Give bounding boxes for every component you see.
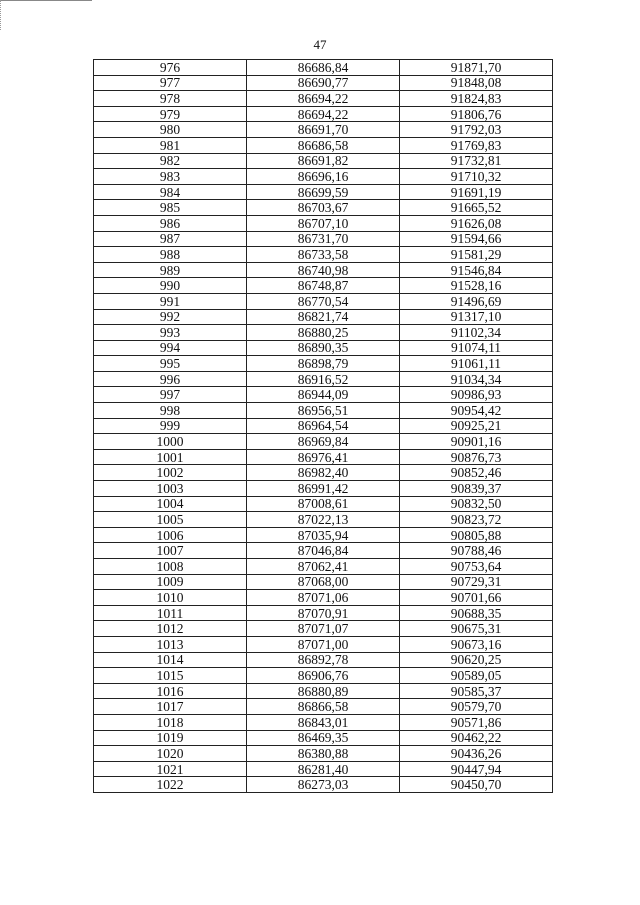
x-coordinate-cell: 86969,84 [247, 434, 400, 450]
x-coordinate-cell: 86707,10 [247, 215, 400, 231]
table-row [94, 574, 553, 590]
x-coordinate-cell: 86944,09 [247, 387, 400, 403]
point-number-cell: 976 [94, 60, 247, 76]
point-number-cell: 1019 [94, 730, 247, 746]
y-coordinate-cell: 91769,83 [400, 137, 553, 153]
x-coordinate-cell: 86843,01 [247, 714, 400, 730]
x-coordinate-cell: 86770,54 [247, 293, 400, 309]
x-coordinate-cell: 86906,76 [247, 668, 400, 684]
y-coordinate-cell: 90450,70 [400, 777, 553, 793]
point-number-cell: 1000 [94, 434, 247, 450]
table-row [94, 91, 553, 107]
x-coordinate-cell: 86892,78 [247, 652, 400, 668]
x-coordinate-cell: 86866,58 [247, 699, 400, 715]
y-coordinate-cell: 91626,08 [400, 215, 553, 231]
point-number-cell: 1006 [94, 527, 247, 543]
table-row [94, 543, 553, 559]
x-coordinate-cell: 87071,07 [247, 621, 400, 637]
point-number-cell: 988 [94, 247, 247, 263]
point-number-cell: 1017 [94, 699, 247, 715]
y-coordinate-cell: 90462,22 [400, 730, 553, 746]
point-number-cell: 995 [94, 356, 247, 372]
table-row [94, 465, 553, 481]
x-coordinate-cell: 86691,82 [247, 153, 400, 169]
y-coordinate-cell: 91665,52 [400, 200, 553, 216]
y-coordinate-cell: 90571,86 [400, 714, 553, 730]
x-coordinate-cell: 87070,91 [247, 605, 400, 621]
point-number-cell: 1008 [94, 559, 247, 575]
y-coordinate-cell: 91034,34 [400, 371, 553, 387]
y-coordinate-cell: 90823,72 [400, 512, 553, 528]
table-row [94, 325, 553, 341]
table-row [94, 730, 553, 746]
table-row [94, 668, 553, 684]
table-row [94, 293, 553, 309]
point-number-cell: 978 [94, 91, 247, 107]
point-number-cell: 981 [94, 137, 247, 153]
y-coordinate-cell: 90832,50 [400, 496, 553, 512]
table-row [94, 340, 553, 356]
x-coordinate-cell: 87035,94 [247, 527, 400, 543]
y-coordinate-cell: 91496,69 [400, 293, 553, 309]
y-coordinate-cell: 90579,70 [400, 699, 553, 715]
point-number-cell: 1013 [94, 636, 247, 652]
point-number-cell: 979 [94, 106, 247, 122]
x-coordinate-cell: 86703,67 [247, 200, 400, 216]
point-number-cell: 1007 [94, 543, 247, 559]
y-coordinate-cell: 91546,84 [400, 262, 553, 278]
table-row [94, 418, 553, 434]
point-number-cell: 984 [94, 184, 247, 200]
table-row [94, 262, 553, 278]
x-coordinate-cell: 86748,87 [247, 278, 400, 294]
y-coordinate-cell: 90876,73 [400, 449, 553, 465]
point-number-cell: 1022 [94, 777, 247, 793]
table-row [94, 777, 553, 793]
x-coordinate-cell: 86898,79 [247, 356, 400, 372]
y-coordinate-cell: 90729,31 [400, 574, 553, 590]
x-coordinate-cell: 87062,41 [247, 559, 400, 575]
table-row [94, 137, 553, 153]
x-coordinate-cell: 87068,00 [247, 574, 400, 590]
table-row [94, 215, 553, 231]
point-number-cell: 1016 [94, 683, 247, 699]
y-coordinate-cell: 90753,64 [400, 559, 553, 575]
point-number-cell: 989 [94, 262, 247, 278]
table-row [94, 559, 553, 575]
x-coordinate-cell: 87071,06 [247, 590, 400, 606]
corner-rule [0, 0, 92, 3]
x-coordinate-cell: 86956,51 [247, 403, 400, 419]
table-row [94, 496, 553, 512]
point-number-cell: 1009 [94, 574, 247, 590]
corner-dotted-mark [0, 0, 2, 30]
table-row [94, 60, 553, 76]
y-coordinate-cell: 90620,25 [400, 652, 553, 668]
x-coordinate-cell: 86696,16 [247, 169, 400, 185]
table-row [94, 184, 553, 200]
point-number-cell: 1011 [94, 605, 247, 621]
point-number-cell: 977 [94, 75, 247, 91]
x-coordinate-cell: 86733,58 [247, 247, 400, 263]
point-number-cell: 1015 [94, 668, 247, 684]
point-number-cell: 1003 [94, 481, 247, 497]
x-coordinate-cell: 86982,40 [247, 465, 400, 481]
x-coordinate-cell: 86916,52 [247, 371, 400, 387]
table-row [94, 761, 553, 777]
point-number-cell: 990 [94, 278, 247, 294]
x-coordinate-cell: 86976,41 [247, 449, 400, 465]
point-number-cell: 1010 [94, 590, 247, 606]
table-row [94, 371, 553, 387]
y-coordinate-cell: 91732,81 [400, 153, 553, 169]
y-coordinate-cell: 91317,10 [400, 309, 553, 325]
y-coordinate-cell: 90688,35 [400, 605, 553, 621]
y-coordinate-cell: 91581,29 [400, 247, 553, 263]
x-coordinate-cell: 86991,42 [247, 481, 400, 497]
coordinates-table-body [94, 60, 553, 793]
y-coordinate-cell: 90675,31 [400, 621, 553, 637]
y-coordinate-cell: 91528,16 [400, 278, 553, 294]
table-row [94, 512, 553, 528]
x-coordinate-cell: 86699,59 [247, 184, 400, 200]
y-coordinate-cell: 90805,88 [400, 527, 553, 543]
x-coordinate-cell: 86691,70 [247, 122, 400, 138]
y-coordinate-cell: 90673,16 [400, 636, 553, 652]
y-coordinate-cell: 90954,42 [400, 403, 553, 419]
table-row [94, 481, 553, 497]
y-coordinate-cell: 91074,11 [400, 340, 553, 356]
point-number-cell: 985 [94, 200, 247, 216]
point-number-cell: 997 [94, 387, 247, 403]
y-coordinate-cell: 91691,19 [400, 184, 553, 200]
point-number-cell: 1012 [94, 621, 247, 637]
point-number-cell: 1004 [94, 496, 247, 512]
table-row [94, 122, 553, 138]
y-coordinate-cell: 90852,46 [400, 465, 553, 481]
table-row [94, 356, 553, 372]
x-coordinate-cell: 86880,25 [247, 325, 400, 341]
x-coordinate-cell: 86686,58 [247, 137, 400, 153]
x-coordinate-cell: 86469,35 [247, 730, 400, 746]
x-coordinate-cell: 86281,40 [247, 761, 400, 777]
point-number-cell: 1005 [94, 512, 247, 528]
table-row [94, 621, 553, 637]
x-coordinate-cell: 86890,35 [247, 340, 400, 356]
x-coordinate-cell: 87046,84 [247, 543, 400, 559]
y-coordinate-cell: 91594,66 [400, 231, 553, 247]
table-row [94, 200, 553, 216]
table-row [94, 636, 553, 652]
point-number-cell: 980 [94, 122, 247, 138]
x-coordinate-cell: 86690,77 [247, 75, 400, 91]
table-row [94, 605, 553, 621]
point-number-cell: 1014 [94, 652, 247, 668]
point-number-cell: 987 [94, 231, 247, 247]
point-number-cell: 986 [94, 215, 247, 231]
point-number-cell: 992 [94, 309, 247, 325]
table-row [94, 75, 553, 91]
x-coordinate-cell: 86694,22 [247, 106, 400, 122]
x-coordinate-cell: 86380,88 [247, 746, 400, 762]
y-coordinate-cell: 91848,08 [400, 75, 553, 91]
page-number: 47 [313, 37, 327, 52]
y-coordinate-cell: 90436,26 [400, 746, 553, 762]
x-coordinate-cell: 87008,61 [247, 496, 400, 512]
table-row [94, 590, 553, 606]
x-coordinate-cell: 86880,89 [247, 683, 400, 699]
y-coordinate-cell: 91102,34 [400, 325, 553, 341]
x-coordinate-cell: 86821,74 [247, 309, 400, 325]
y-coordinate-cell: 91871,70 [400, 60, 553, 76]
y-coordinate-cell: 90839,37 [400, 481, 553, 497]
table-row [94, 387, 553, 403]
y-coordinate-cell: 90901,16 [400, 434, 553, 450]
point-number-cell: 982 [94, 153, 247, 169]
y-coordinate-cell: 91792,03 [400, 122, 553, 138]
y-coordinate-cell: 91710,32 [400, 169, 553, 185]
table-row [94, 683, 553, 699]
point-number-cell: 999 [94, 418, 247, 434]
point-number-cell: 994 [94, 340, 247, 356]
y-coordinate-cell: 90986,93 [400, 387, 553, 403]
point-number-cell: 996 [94, 371, 247, 387]
y-coordinate-cell: 90925,21 [400, 418, 553, 434]
x-coordinate-cell: 86964,54 [247, 418, 400, 434]
y-coordinate-cell: 90788,46 [400, 543, 553, 559]
y-coordinate-cell: 90585,37 [400, 683, 553, 699]
x-coordinate-cell: 86273,03 [247, 777, 400, 793]
x-coordinate-cell: 86740,98 [247, 262, 400, 278]
table-row [94, 247, 553, 263]
point-number-cell: 1002 [94, 465, 247, 481]
point-number-cell: 1020 [94, 746, 247, 762]
point-number-cell: 983 [94, 169, 247, 185]
point-number-cell: 991 [94, 293, 247, 309]
y-coordinate-cell: 90447,94 [400, 761, 553, 777]
table-row [94, 652, 553, 668]
table-row [94, 403, 553, 419]
x-coordinate-cell: 86694,22 [247, 91, 400, 107]
table-row [94, 527, 553, 543]
coordinates-table [93, 59, 553, 793]
table-row [94, 106, 553, 122]
table-row [94, 309, 553, 325]
y-coordinate-cell: 90589,05 [400, 668, 553, 684]
x-coordinate-cell: 87022,13 [247, 512, 400, 528]
y-coordinate-cell: 91806,76 [400, 106, 553, 122]
point-number-cell: 1001 [94, 449, 247, 465]
table-row [94, 449, 553, 465]
table-row [94, 169, 553, 185]
point-number-cell: 1021 [94, 761, 247, 777]
table-row [94, 699, 553, 715]
y-coordinate-cell: 91061,11 [400, 356, 553, 372]
table-row [94, 231, 553, 247]
x-coordinate-cell: 86731,70 [247, 231, 400, 247]
x-coordinate-cell: 86686,84 [247, 60, 400, 76]
table-row [94, 278, 553, 294]
table-row [94, 746, 553, 762]
table-row [94, 434, 553, 450]
table-row [94, 153, 553, 169]
x-coordinate-cell: 87071,00 [247, 636, 400, 652]
table-row [94, 714, 553, 730]
y-coordinate-cell: 90701,66 [400, 590, 553, 606]
point-number-cell: 1018 [94, 714, 247, 730]
point-number-cell: 998 [94, 403, 247, 419]
y-coordinate-cell: 91824,83 [400, 91, 553, 107]
point-number-cell: 993 [94, 325, 247, 341]
